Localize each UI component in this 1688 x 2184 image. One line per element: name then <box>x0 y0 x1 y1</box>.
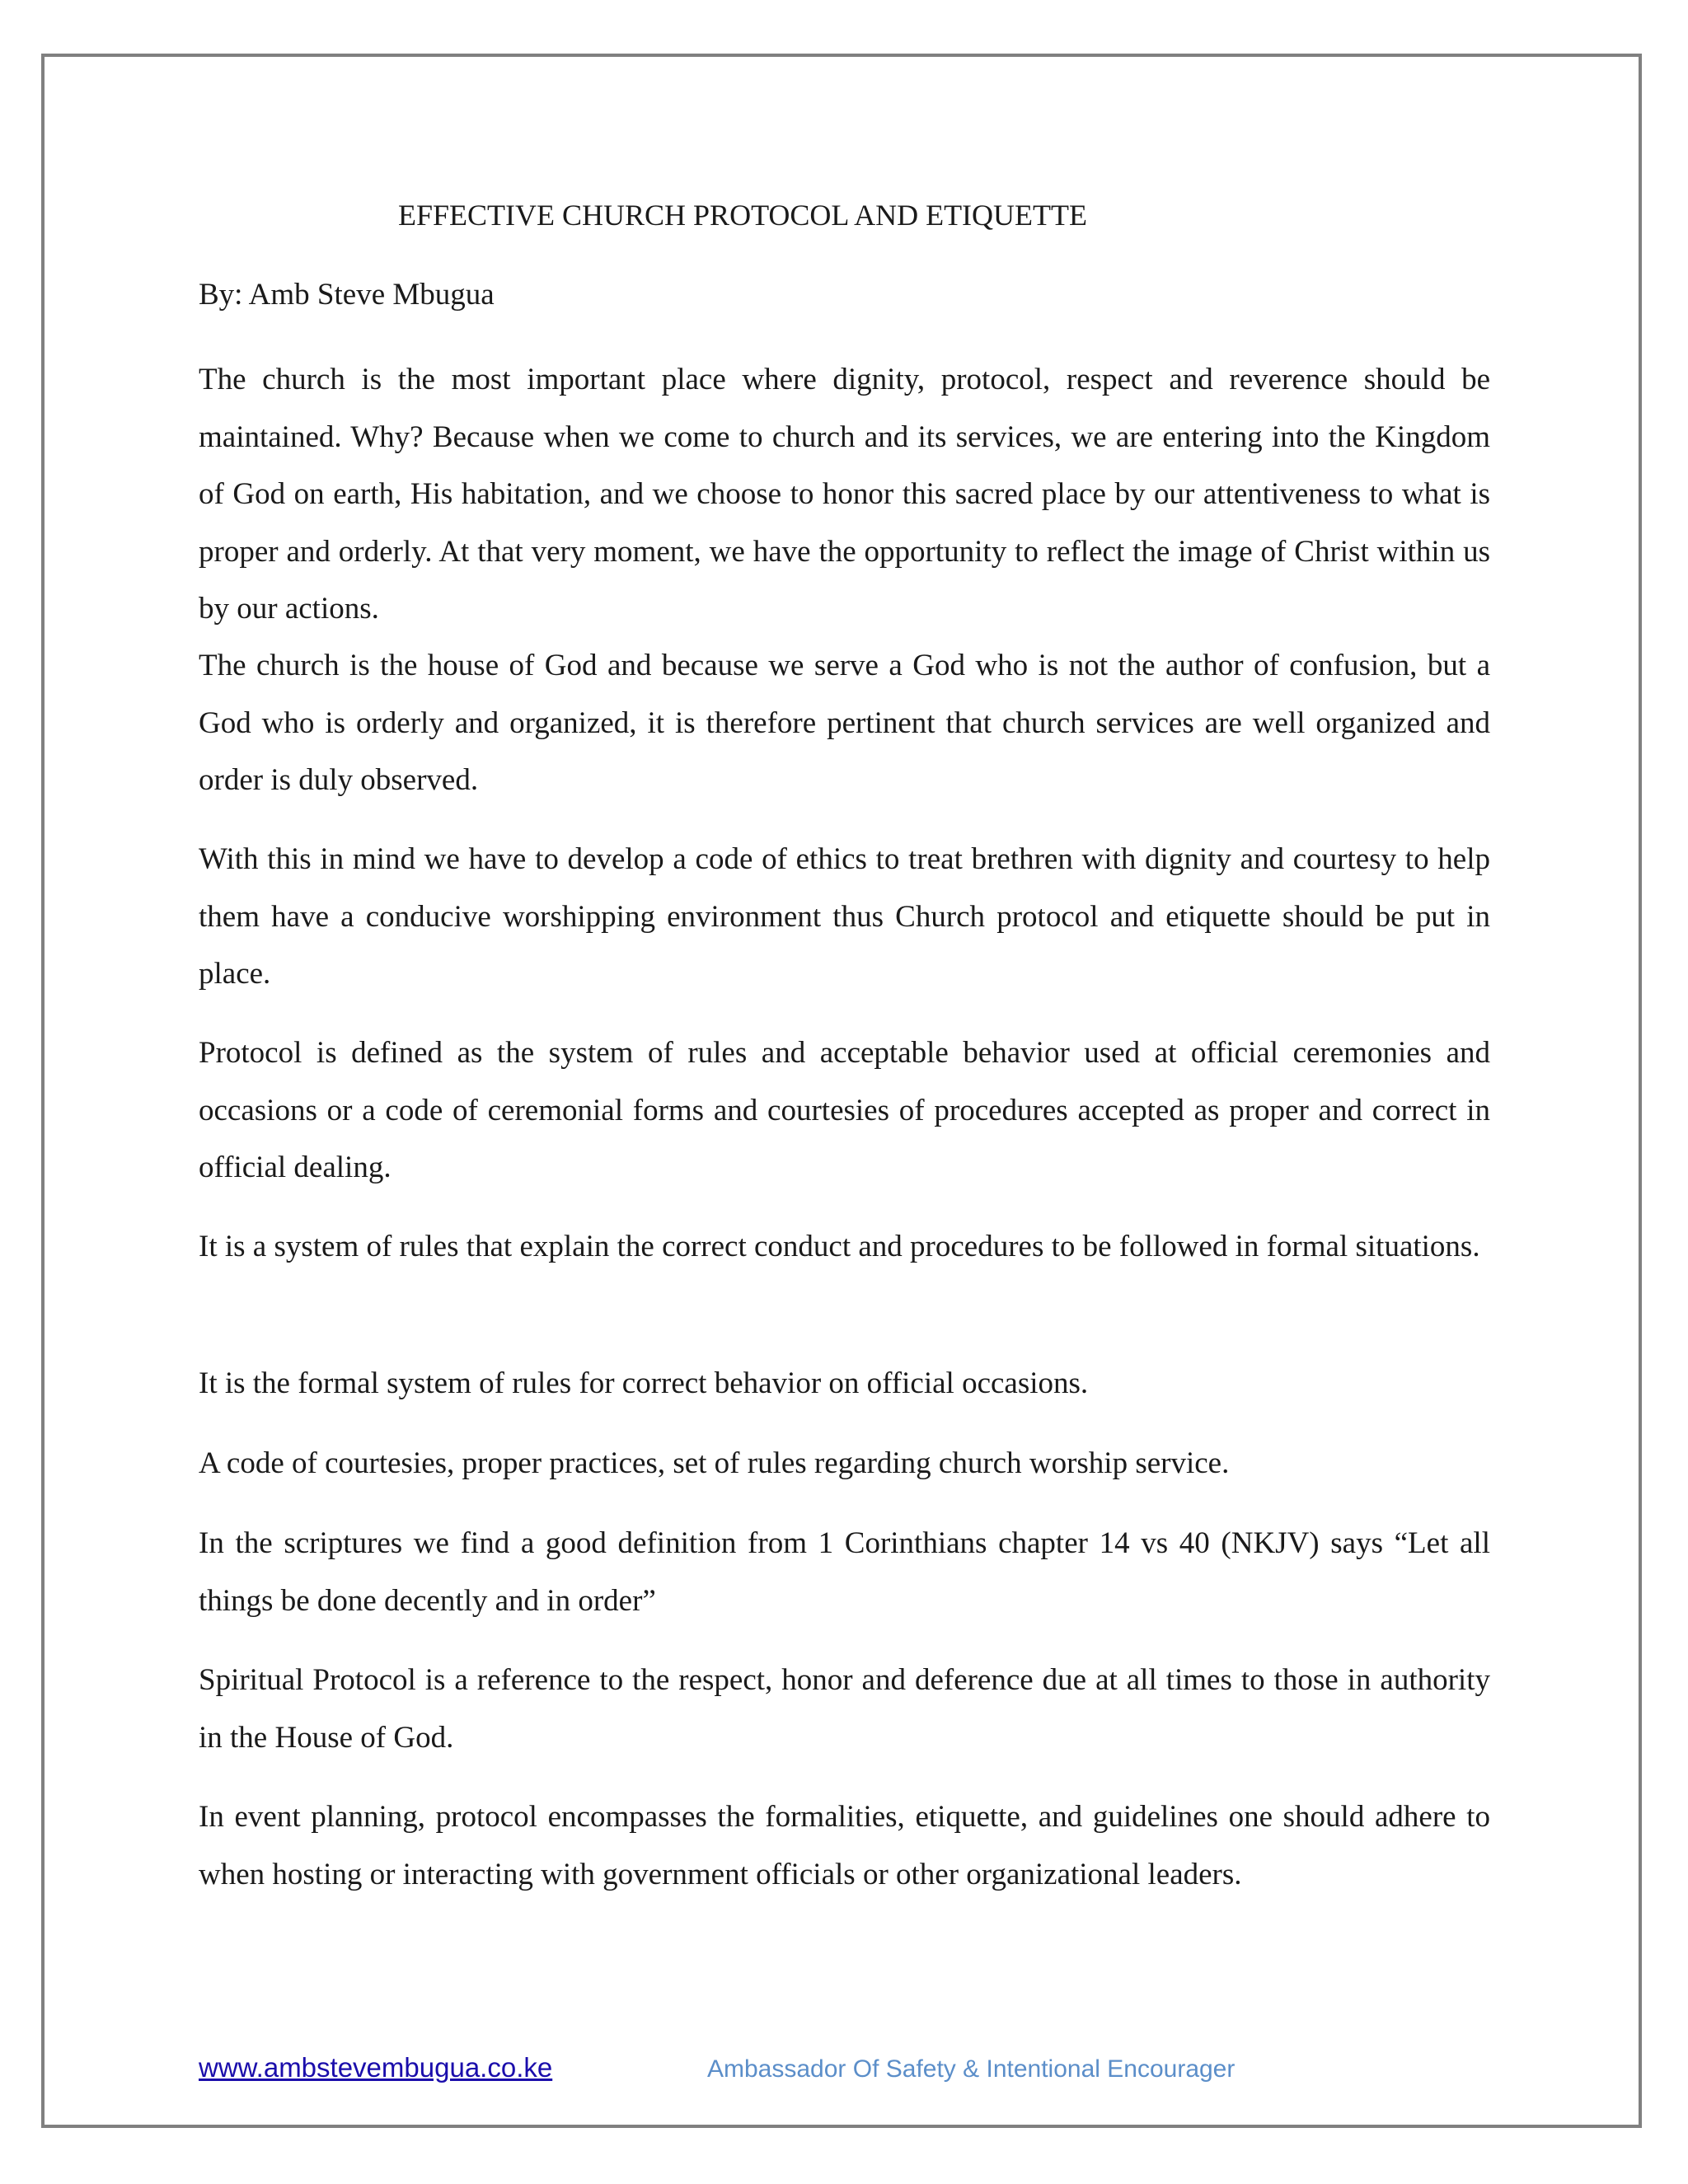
paragraph-code-of-ethics: With this in mind we have to develop a code of ethics to treat brethren with dignity and courtesy to help them have a conducive worshipping environment thus Church protocol and etiquette should be put in place. <box>199 842 1490 991</box>
paragraph-formal-system: It is the formal system of rules for correct behavior on official occasions. <box>199 1366 1089 1400</box>
paragraph-event-planning: In event planning, protocol encompasses the formalities, etiquette, and guidelines one should adhere to when hosting or interacting with government officials or other organizational leaders. <box>199 1800 1490 1891</box>
paragraph-system-of-rules: It is a system of rules that explain the correct conduct and procedures to be followed in formal situations. <box>199 1230 1480 1263</box>
footer-tagline: Ambassador Of Safety & Intentional Encourager <box>707 2055 1236 2083</box>
paragraph-church-importance: The church is the most important place where dignity, protocol, respect and reverence should be maintained. Why? Because when we come to church and its services, we are entering into the Kingdom of God on earth, His habitation, and we choose to honor this sacred place by our attentiveness to what is proper and orderly. At that very moment, we have the opportunity to reflect the image of Christ within us by our actions. <box>199 363 1490 626</box>
paragraph-protocol-definition: Protocol is defined as the system of rules and acceptable behavior used at official ceremonies and occasions or a code of ceremonial forms and courtesies of procedures accepted as proper and correct in official dealing. <box>199 1036 1490 1184</box>
paragraph-code-of-courtesies: A code of courtesies, proper practices, set of rules regarding church worship service. <box>199 1446 1230 1480</box>
footer-website-link[interactable]: www.ambstevembugua.co.ke <box>199 2052 553 2083</box>
paragraph-spiritual-protocol: Spiritual Protocol is a reference to the respect, honor and deference due at all times to those in authority in the House of God. <box>199 1663 1490 1755</box>
document-title: EFFECTIVE CHURCH PROTOCOL AND ETIQUETTE <box>398 199 1087 232</box>
paragraph-scripture-definition: In the scriptures we find a good definition from 1 Corinthians chapter 14 vs 40 (NKJV) says “Let all things be done decently and in order” <box>199 1526 1490 1618</box>
paragraph-house-of-god: The church is the house of God and because we serve a God who is not the author of confusion, but a God who is orderly and organized, it is therefore pertinent that church services are well organized and order is duly observed. <box>199 649 1490 797</box>
document-author: By: Amb Steve Mbugua <box>199 278 495 312</box>
